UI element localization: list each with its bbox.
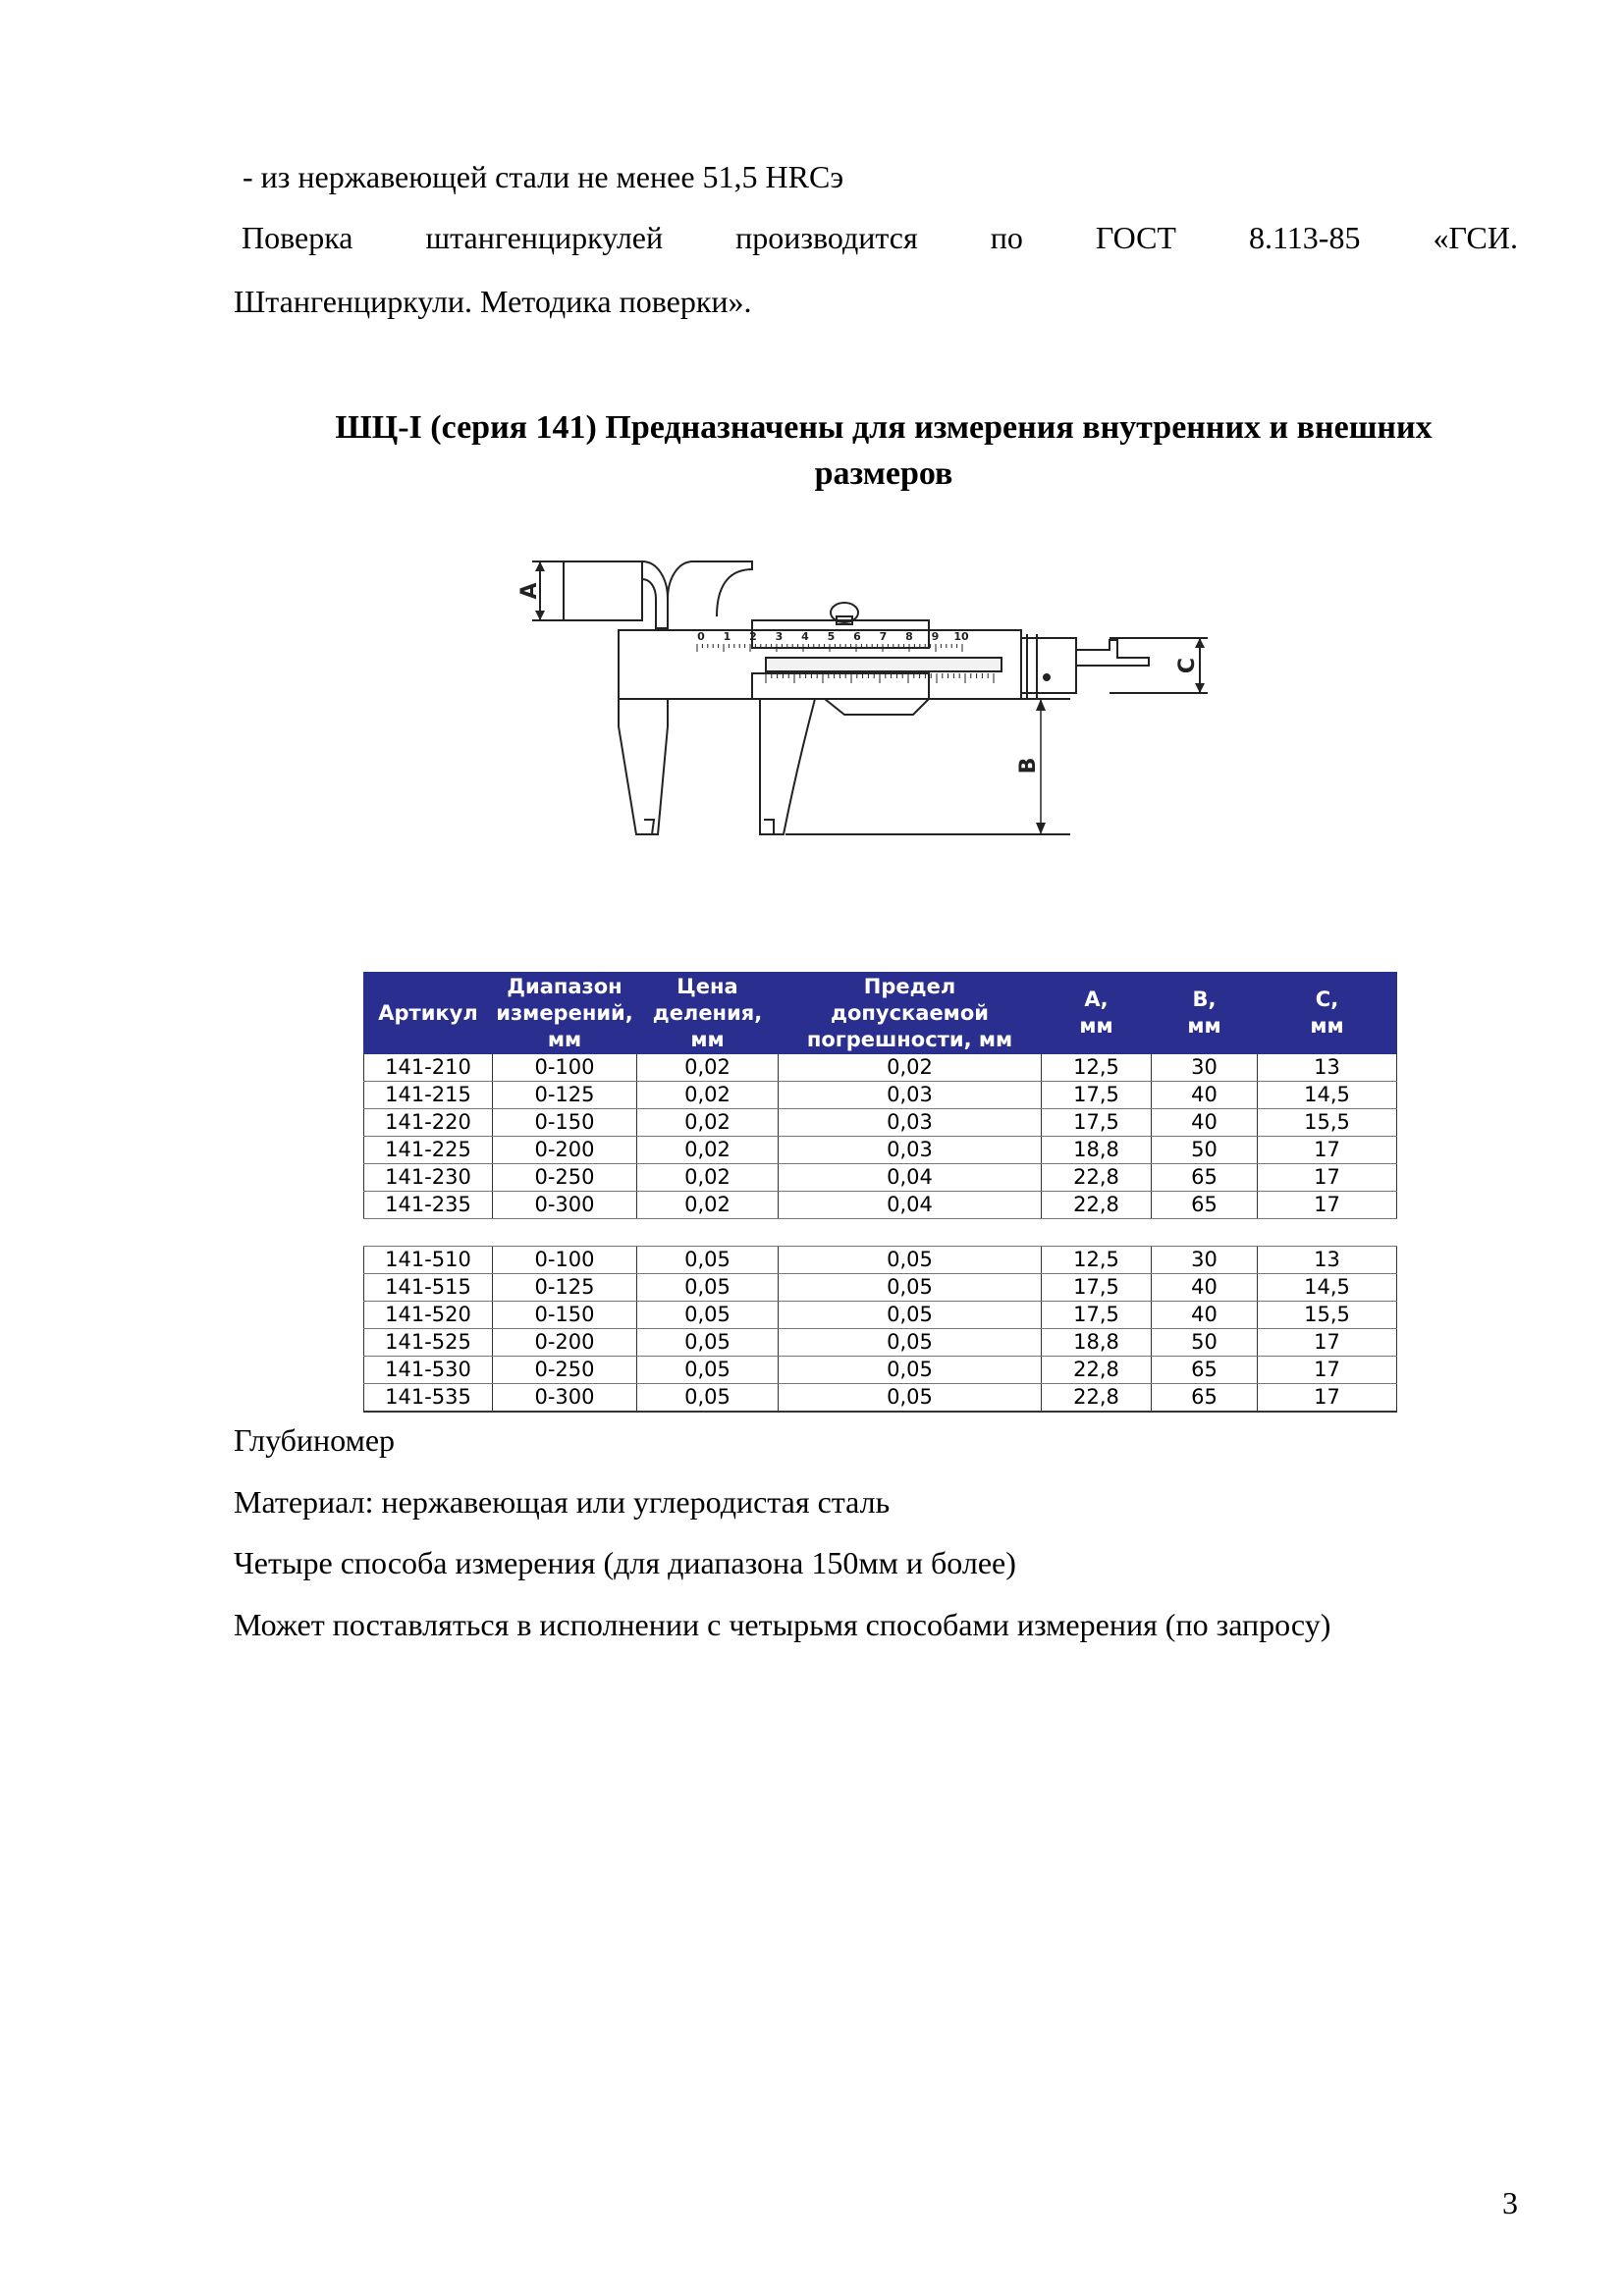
table-cell: 0,05: [779, 1329, 1042, 1357]
table-cell: 141-230: [364, 1164, 493, 1192]
table-row: [364, 1164, 1397, 1192]
header-line: Предел: [863, 974, 956, 998]
beam-slot: [766, 658, 1001, 671]
table-cell: 0-300: [493, 1384, 637, 1413]
table-cell: 141-515: [364, 1274, 493, 1302]
scale-number: 1: [723, 630, 731, 643]
table-cell: 17,5: [1042, 1109, 1152, 1137]
table-cell: 141-520: [364, 1302, 493, 1329]
column-header: [1152, 973, 1258, 1054]
table-row: [364, 1192, 1397, 1219]
table-cell: 141-510: [364, 1247, 493, 1274]
table-cell: 22,8: [1042, 1192, 1152, 1219]
table-cell: 12,5: [1042, 1247, 1152, 1274]
table-cell: 0,05: [637, 1274, 779, 1302]
table-cell: 0-300: [493, 1192, 637, 1219]
table-cell: 141-235: [364, 1192, 493, 1219]
header-line: деления,: [652, 1000, 763, 1025]
table-cell: 40: [1152, 1109, 1258, 1137]
table-cell: 0,02: [637, 1082, 779, 1109]
word: Поверка: [242, 220, 353, 255]
table-cell: 13: [1258, 1054, 1397, 1082]
header-line: допускаемой: [830, 1000, 989, 1025]
word: 8.113-85: [1248, 220, 1361, 255]
header-line: А,: [1084, 988, 1109, 1011]
scale-number: 2: [749, 630, 757, 643]
table-cell: 0-200: [493, 1137, 637, 1164]
table-cell: 65: [1152, 1384, 1258, 1413]
table-cell: 15,5: [1258, 1302, 1397, 1329]
column-header: [1258, 973, 1397, 1054]
column-header: [1042, 973, 1152, 1054]
word: штангенциркулей: [425, 220, 664, 255]
table-cell: 14,5: [1258, 1082, 1397, 1109]
table-cell: 50: [1152, 1329, 1258, 1357]
page-number: 3: [1502, 2185, 1518, 2220]
table-cell: 65: [1152, 1192, 1258, 1219]
column-header: [364, 973, 493, 1054]
word: «ГСИ.: [1433, 220, 1518, 255]
upper-jaw-tip: [642, 561, 668, 628]
dimension-label-a: A: [517, 582, 542, 600]
word: по: [990, 220, 1023, 255]
specification-table: [363, 972, 1397, 1413]
table-cell: 0,05: [637, 1302, 779, 1329]
scale-number: 6: [853, 630, 861, 643]
scale-number: 3: [775, 630, 784, 643]
table-group-separator: [364, 1219, 1397, 1247]
vernier-body: [825, 699, 929, 715]
table-row: [364, 1302, 1397, 1329]
header-line: C,: [1315, 988, 1339, 1011]
table-cell: 18,8: [1042, 1137, 1152, 1164]
table-cell: 0,05: [637, 1384, 779, 1413]
heading-line-2: размеров: [814, 455, 953, 492]
table-row: [364, 1274, 1397, 1302]
table-cell: 0,03: [779, 1109, 1042, 1137]
scale-number: 8: [905, 630, 913, 643]
text-line-hardness: - из нержавеющей стали не менее 51,5 HRCэ: [243, 159, 844, 194]
separator-cell: [364, 1219, 1397, 1247]
depth-rod: [1076, 640, 1149, 666]
table-row: [364, 1247, 1397, 1274]
scale-number: 7: [879, 630, 888, 643]
table-cell: 141-525: [364, 1329, 493, 1357]
table-cell: 0,02: [637, 1137, 779, 1164]
table-cell: 40: [1152, 1274, 1258, 1302]
table-row: [364, 1357, 1397, 1384]
table-cell: 15,5: [1258, 1109, 1397, 1137]
column-header: [493, 973, 637, 1054]
caliper-diagram: [517, 540, 1227, 844]
table-cell: 17: [1258, 1357, 1397, 1384]
table-cell: 141-215: [364, 1082, 493, 1109]
table-cell: 0-250: [493, 1164, 637, 1192]
table-cell: 13: [1258, 1247, 1397, 1274]
table-cell: 0,02: [637, 1054, 779, 1082]
table-row: [364, 1054, 1397, 1082]
table-cell: 0-200: [493, 1329, 637, 1357]
header-line: Диапазон: [507, 974, 623, 998]
header-line: мм: [1187, 1014, 1221, 1038]
column-header: [779, 973, 1042, 1054]
scale-number: 4: [801, 630, 809, 643]
header-line: измерений,: [496, 1000, 633, 1025]
table-cell: 22,8: [1042, 1384, 1152, 1413]
header-line: мм: [1310, 1014, 1344, 1038]
table-cell: 17: [1258, 1137, 1397, 1164]
table-cell: 17: [1258, 1329, 1397, 1357]
table-cell: 65: [1152, 1164, 1258, 1192]
table-cell: 40: [1152, 1082, 1258, 1109]
table-cell: 12,5: [1042, 1054, 1152, 1082]
table-cell: 65: [1152, 1357, 1258, 1384]
dimension-label-b: B: [1016, 757, 1041, 774]
table-cell: 30: [1152, 1054, 1258, 1082]
table-cell: 141-225: [364, 1137, 493, 1164]
table-cell: 17: [1258, 1192, 1397, 1219]
table-cell: 17: [1258, 1384, 1397, 1413]
table-cell: 0,05: [637, 1357, 779, 1384]
table-row: [364, 1137, 1397, 1164]
table-cell: 0-125: [493, 1082, 637, 1109]
table-cell: 18,8: [1042, 1329, 1152, 1357]
table-cell: 0,02: [779, 1054, 1042, 1082]
header-line: Цена: [677, 974, 738, 998]
text-line-verification: [242, 218, 1518, 257]
table-cell: 0-125: [493, 1274, 637, 1302]
table-cell: 0-100: [493, 1247, 637, 1274]
scale-number: 5: [827, 630, 836, 643]
table-cell: 0,05: [779, 1357, 1042, 1384]
table-cell: 0,02: [637, 1192, 779, 1219]
table-cell: 0,05: [779, 1247, 1042, 1274]
table-row: [364, 1109, 1397, 1137]
table-cell: 141-210: [364, 1054, 493, 1082]
scale-number: 9: [931, 630, 940, 643]
table-cell: 0-250: [493, 1357, 637, 1384]
table-cell: 0,05: [779, 1302, 1042, 1329]
header-line: мм: [547, 1027, 582, 1051]
text-delivery-option: Может поставляться в исполнении с четырьмя способами измерения (по запросу): [234, 1607, 1331, 1642]
beam-end: [1021, 638, 1076, 693]
table-row: [364, 1329, 1397, 1357]
table-cell: 17,5: [1042, 1302, 1152, 1329]
table-cell: 0,02: [637, 1164, 779, 1192]
table-cell: 0,04: [779, 1164, 1042, 1192]
text-material: Материал: нержавеющая или углеродистая сталь: [234, 1484, 891, 1520]
table-cell: 40: [1152, 1302, 1258, 1329]
table-cell: 0,03: [779, 1137, 1042, 1164]
word: ГОСТ: [1095, 220, 1176, 255]
table-cell: 22,8: [1042, 1357, 1152, 1384]
lower-jaw-fixed: [619, 699, 668, 834]
table-cell: 17,5: [1042, 1274, 1152, 1302]
table-cell: 0-100: [493, 1054, 637, 1082]
table-cell: 17,5: [1042, 1082, 1152, 1109]
table-cell: 0,04: [779, 1192, 1042, 1219]
scale-number: 10: [953, 630, 969, 643]
column-header: [637, 973, 779, 1054]
table-cell: 22,8: [1042, 1164, 1152, 1192]
table-header-row: [364, 973, 1397, 1054]
table-cell: 30: [1152, 1247, 1258, 1274]
table-cell: 14,5: [1258, 1274, 1397, 1302]
upper-jaw-fixed: [564, 561, 642, 620]
text-line-method: Штангенциркули. Методика поверки».: [234, 284, 752, 319]
header-line: погрешности, мм: [806, 1027, 1013, 1051]
heading-line-1: ШЦ-I (серия 141) Предназначены для измерения внутренних и внешних: [335, 409, 1433, 446]
table-cell: 0-150: [493, 1109, 637, 1137]
header-line: Артикул: [378, 1000, 478, 1025]
header-line: мм: [690, 1027, 725, 1051]
table-row: [364, 1082, 1397, 1109]
table-cell: 0,05: [779, 1384, 1042, 1413]
table-cell: 141-220: [364, 1109, 493, 1137]
table-cell: 141-530: [364, 1357, 493, 1384]
table-row: [364, 1384, 1397, 1413]
dimension-label-c: C: [1175, 657, 1200, 674]
table-cell: 0,05: [779, 1274, 1042, 1302]
table-cell: 50: [1152, 1137, 1258, 1164]
upper-jaw-sliding: [668, 561, 752, 616]
text-measurement-methods: Четыре способа измерения (для диапазона 150мм и более): [234, 1545, 1016, 1580]
table-cell: 0,02: [637, 1109, 779, 1137]
text-depth-gauge: Глубиномер: [234, 1422, 396, 1458]
section-heading: [236, 404, 1532, 497]
table-cell: 0,05: [637, 1247, 779, 1274]
table-cell: 0-150: [493, 1302, 637, 1329]
word: производится: [735, 220, 918, 255]
scale-number: 0: [697, 630, 705, 643]
header-line: B,: [1192, 988, 1217, 1011]
table-cell: 141-535: [364, 1384, 493, 1413]
lower-jaw-sliding: [760, 699, 815, 834]
table-cell: 0,05: [637, 1329, 779, 1357]
header-line: мм: [1079, 1014, 1113, 1038]
table-cell: 17: [1258, 1164, 1397, 1192]
table-cell: 0,03: [779, 1082, 1042, 1109]
